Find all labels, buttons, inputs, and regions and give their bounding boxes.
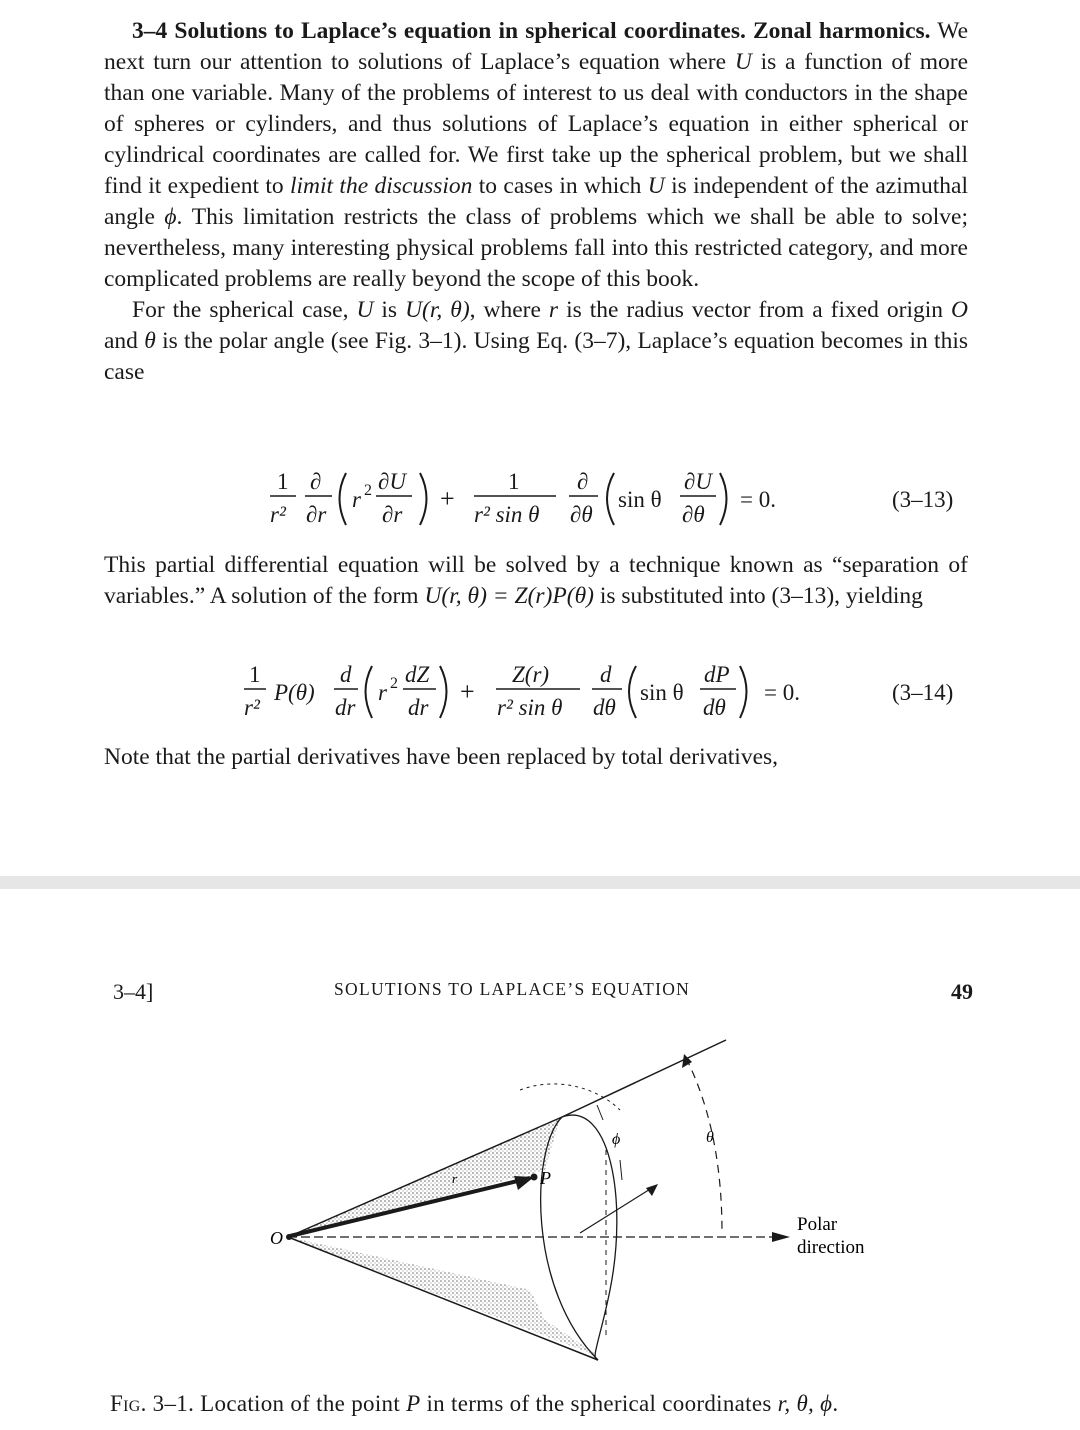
- svg-text:d: d: [600, 662, 612, 687]
- phi-arrowhead: [646, 1184, 658, 1196]
- label-theta: θ: [706, 1129, 714, 1146]
- equation-3-13: [0, 465, 1080, 535]
- svg-text:2: 2: [364, 482, 372, 499]
- figure-3-1: [0, 1020, 1080, 1380]
- page-number: 49: [951, 979, 973, 1004]
- label-p: P: [540, 1168, 551, 1188]
- svg-text:∂θ: ∂θ: [570, 502, 593, 527]
- label-r: r: [452, 1171, 458, 1186]
- svg-text:1: 1: [277, 469, 289, 494]
- label-direction: direction: [797, 1237, 865, 1258]
- svg-text:sin θ: sin θ: [618, 487, 662, 512]
- paragraph-4: Note that the partial derivatives have been replaced by total derivatives,: [104, 744, 779, 770]
- running-head-section: 3–4]: [113, 979, 154, 1004]
- svg-text:dr: dr: [335, 695, 356, 720]
- point-p-dot: [531, 1174, 538, 1181]
- svg-text:r²: r²: [270, 502, 286, 527]
- svg-text:2: 2: [390, 675, 398, 692]
- polar-arrowhead: [772, 1232, 790, 1242]
- svg-text:∂θ: ∂θ: [682, 502, 705, 527]
- label-polar: Polar: [797, 1214, 838, 1235]
- section-heading: 3–4 Solutions to Laplace’s equation in spherical coordinates. Zonal harmonics.: [132, 18, 931, 44]
- svg-text:dP: dP: [704, 662, 730, 687]
- phi-arrow: [580, 1186, 655, 1233]
- svg-text:= 0.: = 0.: [764, 680, 800, 705]
- svg-text:d: d: [340, 662, 352, 687]
- svg-text:∂r: ∂r: [306, 502, 327, 527]
- running-head-title: SOLUTIONS TO LAPLACE’S EQUATION: [334, 979, 691, 999]
- svg-text:sin θ: sin θ: [640, 680, 684, 705]
- paragraph-2: For the spherical case, U is U(r, θ), where r is the radius vector from a fixed origin O and θ is the polar angle (see Fig. 3–1). Using Eq. (3–7), Laplace’s equation becomes in this case: [104, 297, 968, 385]
- svg-text:1: 1: [249, 662, 261, 687]
- svg-text:r: r: [352, 487, 361, 512]
- svg-text:dZ: dZ: [405, 662, 430, 687]
- figure-caption: Fig. 3–1. Location of the point P in terms of the spherical coordinates r, θ, ϕ.: [110, 1391, 839, 1416]
- label-origin: O: [270, 1228, 283, 1248]
- svg-text:+: +: [460, 677, 475, 706]
- eq-number-3-13: (3–13): [892, 487, 954, 512]
- label-phi: ϕ: [612, 1131, 621, 1148]
- origin-dot: [286, 1234, 292, 1240]
- svg-text:∂U: ∂U: [684, 469, 712, 494]
- svg-text:+: +: [440, 484, 455, 513]
- eq-number-3-14: (3–14): [892, 680, 954, 705]
- svg-text:dθ: dθ: [593, 695, 616, 720]
- svg-text:dr: dr: [408, 695, 429, 720]
- svg-text:∂r: ∂r: [382, 502, 403, 527]
- svg-text:∂: ∂: [577, 469, 589, 494]
- cone-edge-lower: [288, 1237, 598, 1360]
- theta-ray: [562, 1040, 726, 1117]
- paragraph-3: This partial differential equation will be solved by a technique known as “separation of variables.” A solution of the form U(r, θ) = Z(r)P(θ) is substituted into (3–13), yielding: [104, 552, 968, 609]
- svg-text:r² sin θ: r² sin θ: [474, 502, 540, 527]
- equation-3-14: [0, 658, 1080, 728]
- svg-text:1: 1: [508, 469, 520, 494]
- svg-text:∂U: ∂U: [378, 469, 406, 494]
- svg-text:r² sin θ: r² sin θ: [497, 695, 563, 720]
- running-head: [0, 979, 1080, 1009]
- svg-text:r: r: [378, 680, 387, 705]
- svg-text:Z(r): Z(r): [512, 662, 550, 687]
- svg-text:P(θ): P(θ): [274, 680, 315, 705]
- theta-arc: [686, 1058, 722, 1232]
- svg-text:∂: ∂: [310, 469, 322, 494]
- svg-text:dθ: dθ: [703, 695, 726, 720]
- page-separator: [0, 876, 1080, 889]
- svg-text:= 0.: = 0.: [740, 487, 776, 512]
- svg-text:r²: r²: [244, 695, 260, 720]
- paragraph-1: 3–4 Solutions to Laplace’s equation in spherical coordinates. Zonal harmonics. We next turn our attention to solutions of Laplace’s equation where U is a function of more than one variable. Many of the problems of interest to us deal with conductors in the shape of spheres or cylinders, and thus solutions of Laplace’s equation in either spherical or cylindrical coordinates are called for. We first take up the spherical problem, but we shall find it expedient to limit the discussion to cases in which U is independent of the azimuthal angle ϕ. This limitation restricts the class of problems which we shall be able to solve; nevertheless, many interesting physical problems fall into this restricted category, and more complicated problems are really beyond the scope of this book. For the spherical case, U is U(r, θ), where r is the radius vector from a fixed origin O and θ is the polar angle (see Fig. 3–1). Using Eq. (3–7), Laplace’s equation becomes in this case: [104, 16, 968, 388]
